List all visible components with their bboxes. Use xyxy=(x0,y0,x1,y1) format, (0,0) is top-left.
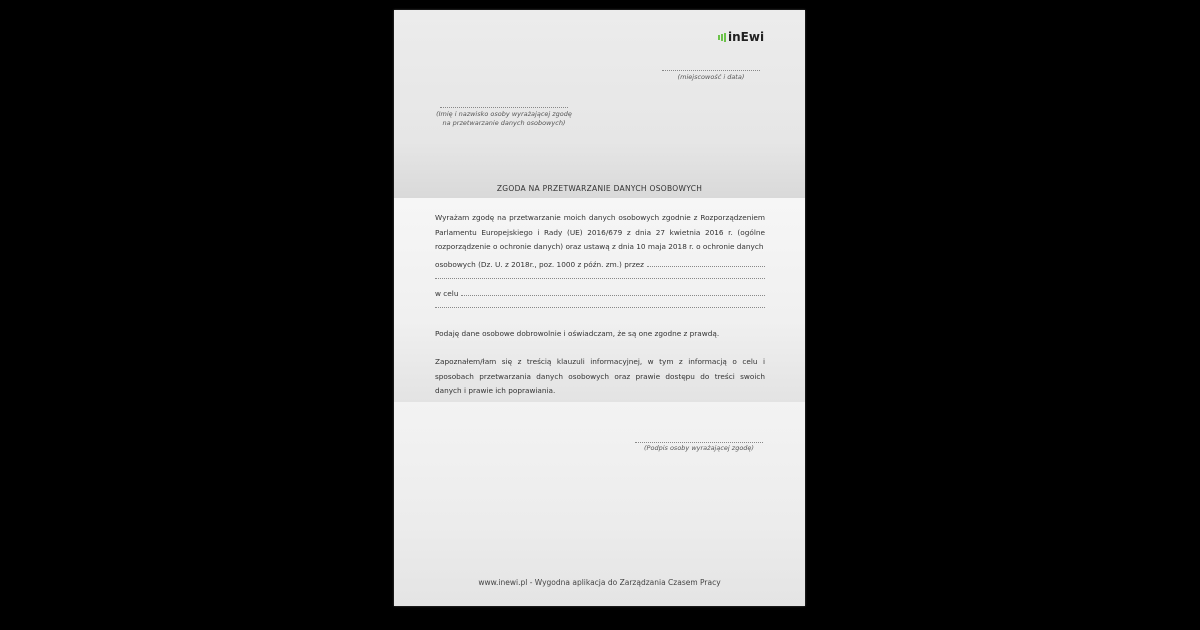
purpose-field[interactable] xyxy=(461,295,765,296)
signature-caption: (Podpis osoby wyrażającej zgodę) xyxy=(644,444,754,452)
signature-line[interactable] xyxy=(635,442,763,443)
consent-paragraph: Wyrażam zgodę na przetwarzanie moich danych osobowych zgodnie z Rozporządzeniem Parlamentu Europejskiego i Rady (UE) 2016/679 z dnia 27 kwietnia 2016 r. (ogólne rozporządzenie o ochronie danych) oraz ustawą z dnia 10 maja 2018 r. o ochronie danych xyxy=(435,213,765,251)
place-date-line xyxy=(662,70,760,71)
paper-bottom-panel xyxy=(394,402,805,606)
consent-by-field[interactable] xyxy=(647,266,765,267)
footer-text: www.inewi.pl - Wygodna aplikacja do Zarządzania Czasem Pracy xyxy=(478,578,721,587)
information-clause-statement: Zapoznałem/łam się z treścią klauzuli informacyjnej, w tym z informacją o celu i sposobach przetwarzania danych osobowych oraz prawie dostępu do treści swoich danych i prawie ich poprawiania. xyxy=(435,357,765,395)
purpose-row: w celu xyxy=(435,284,765,298)
inewi-logo xyxy=(718,30,764,44)
voluntary-statement: Podaję dane osobowe dobrowolnie i oświadczam, że są one zgodne z prawdą. xyxy=(435,329,720,338)
name-caption: (Imię i nazwisko osoby wyrażającej zgodę na przetwarzanie danych osobowych) xyxy=(436,110,572,127)
place-date-caption: (miejscowość i data) xyxy=(677,73,745,81)
logo-text: inEwi xyxy=(728,30,765,44)
consent-by-field-continued[interactable] xyxy=(435,278,765,279)
consent-form-paper xyxy=(394,10,805,606)
document-title: ZGODA NA PRZETWARZANIE DANYCH OSOBOWYCH xyxy=(496,184,703,193)
consent-by-row: osobowych (Dz. U. z 2018r., poz. 1000 z późn. zm.) przez xyxy=(435,255,765,269)
inewi-logo-icon xyxy=(718,33,726,42)
name-line xyxy=(440,107,568,108)
purpose-field-continued[interactable] xyxy=(435,307,765,308)
